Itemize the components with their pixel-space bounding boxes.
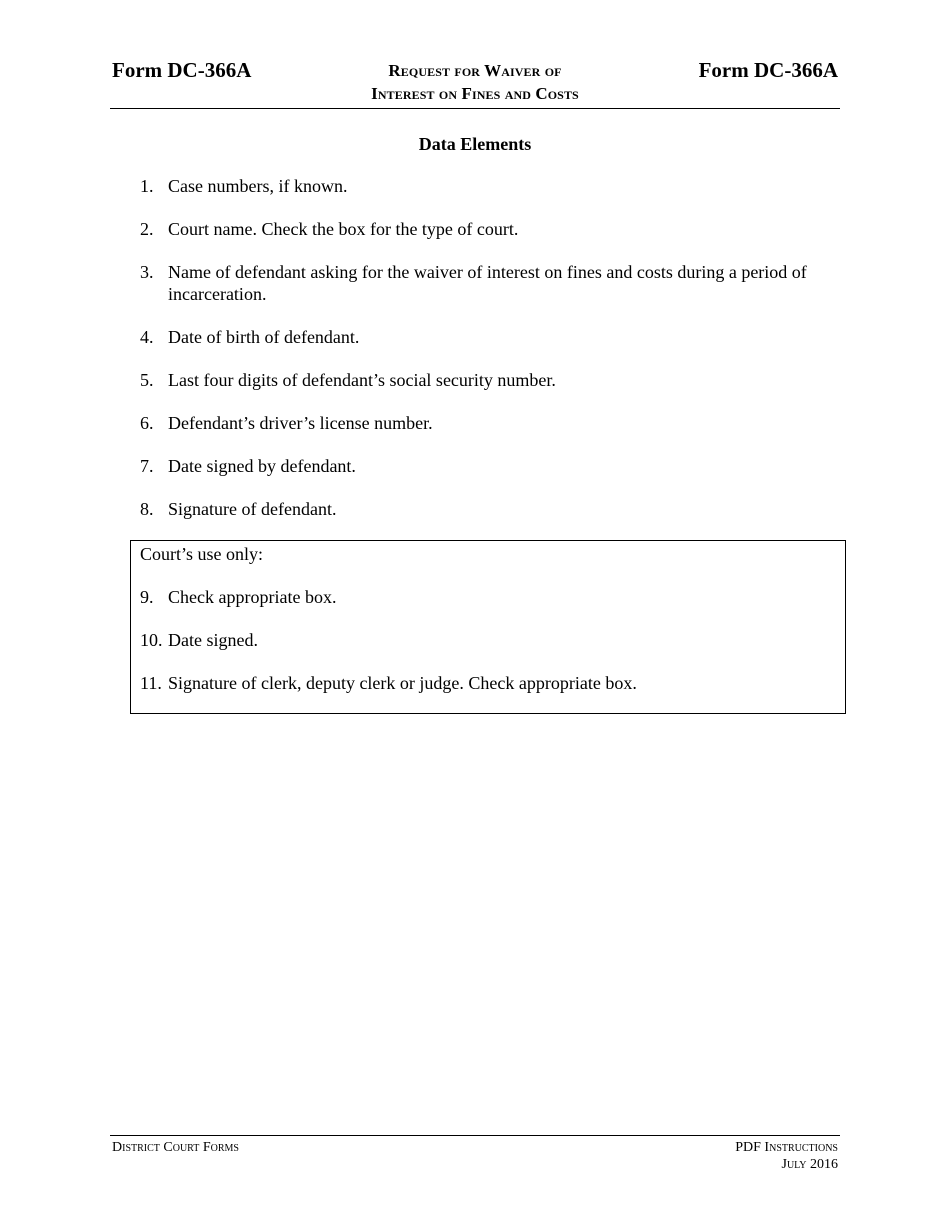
- list-item: [140, 586, 830, 608]
- item-text: Date signed.: [168, 630, 258, 650]
- item-number: 3.: [140, 262, 154, 282]
- list-item: [140, 455, 840, 477]
- item-number: 7.: [140, 456, 154, 476]
- item-number: 2.: [140, 219, 154, 239]
- item-text: Name of defendant asking for the waiver of interest on fines and costs during a period of incarceration.: [168, 262, 807, 304]
- footer-right: [735, 1139, 838, 1173]
- data-elements-list: [140, 175, 840, 541]
- list-item: [140, 629, 830, 651]
- footer-right-line1: PDF Instructions: [735, 1140, 838, 1155]
- item-text: Check appropriate box.: [168, 587, 337, 607]
- item-text: Date signed by defendant.: [168, 456, 356, 476]
- list-item: [140, 369, 840, 391]
- footer-right-line2: July 2016: [781, 1157, 838, 1172]
- list-item: [140, 412, 840, 434]
- form-title: [325, 59, 625, 105]
- item-text: Signature of clerk, deputy clerk or judge. Check appropriate box.: [168, 673, 637, 693]
- item-number: 5.: [140, 370, 154, 390]
- item-number: 4.: [140, 327, 154, 347]
- list-item: [140, 218, 840, 240]
- form-title-line2: Interest on Fines and Costs: [371, 84, 579, 103]
- item-number: 9.: [140, 587, 154, 607]
- item-text: Signature of defendant.: [168, 499, 337, 519]
- item-text: Last four digits of defendant’s social security number.: [168, 370, 556, 390]
- court-use-box: [130, 540, 846, 714]
- list-item: [140, 672, 830, 694]
- item-text: Case numbers, if known.: [168, 176, 348, 196]
- list-item: [140, 261, 840, 305]
- section-title: Data Elements: [418, 134, 532, 154]
- item-text: Court name. Check the box for the type of court.: [168, 219, 519, 239]
- item-text: Date of birth of defendant.: [168, 327, 360, 347]
- form-id-right: Form DC-366A: [698, 58, 838, 82]
- list-item: [140, 498, 840, 520]
- form-id-left: Form DC-366A: [112, 58, 252, 82]
- court-use-list: [140, 586, 830, 715]
- item-number: 6.: [140, 413, 154, 433]
- item-number: 8.: [140, 499, 154, 519]
- item-text: Defendant’s driver’s license number.: [168, 413, 433, 433]
- page-footer: [110, 1135, 840, 1172]
- list-item: [140, 326, 840, 348]
- court-use-heading: Court’s use only:: [140, 544, 264, 564]
- item-number: 10.: [140, 630, 163, 650]
- item-number: 1.: [140, 176, 154, 196]
- item-number: 11.: [140, 673, 162, 693]
- list-item: [140, 175, 840, 197]
- footer-left: District Court Forms: [112, 1140, 239, 1155]
- page-header: [110, 56, 840, 109]
- form-title-line1: Request for Waiver of: [388, 61, 562, 80]
